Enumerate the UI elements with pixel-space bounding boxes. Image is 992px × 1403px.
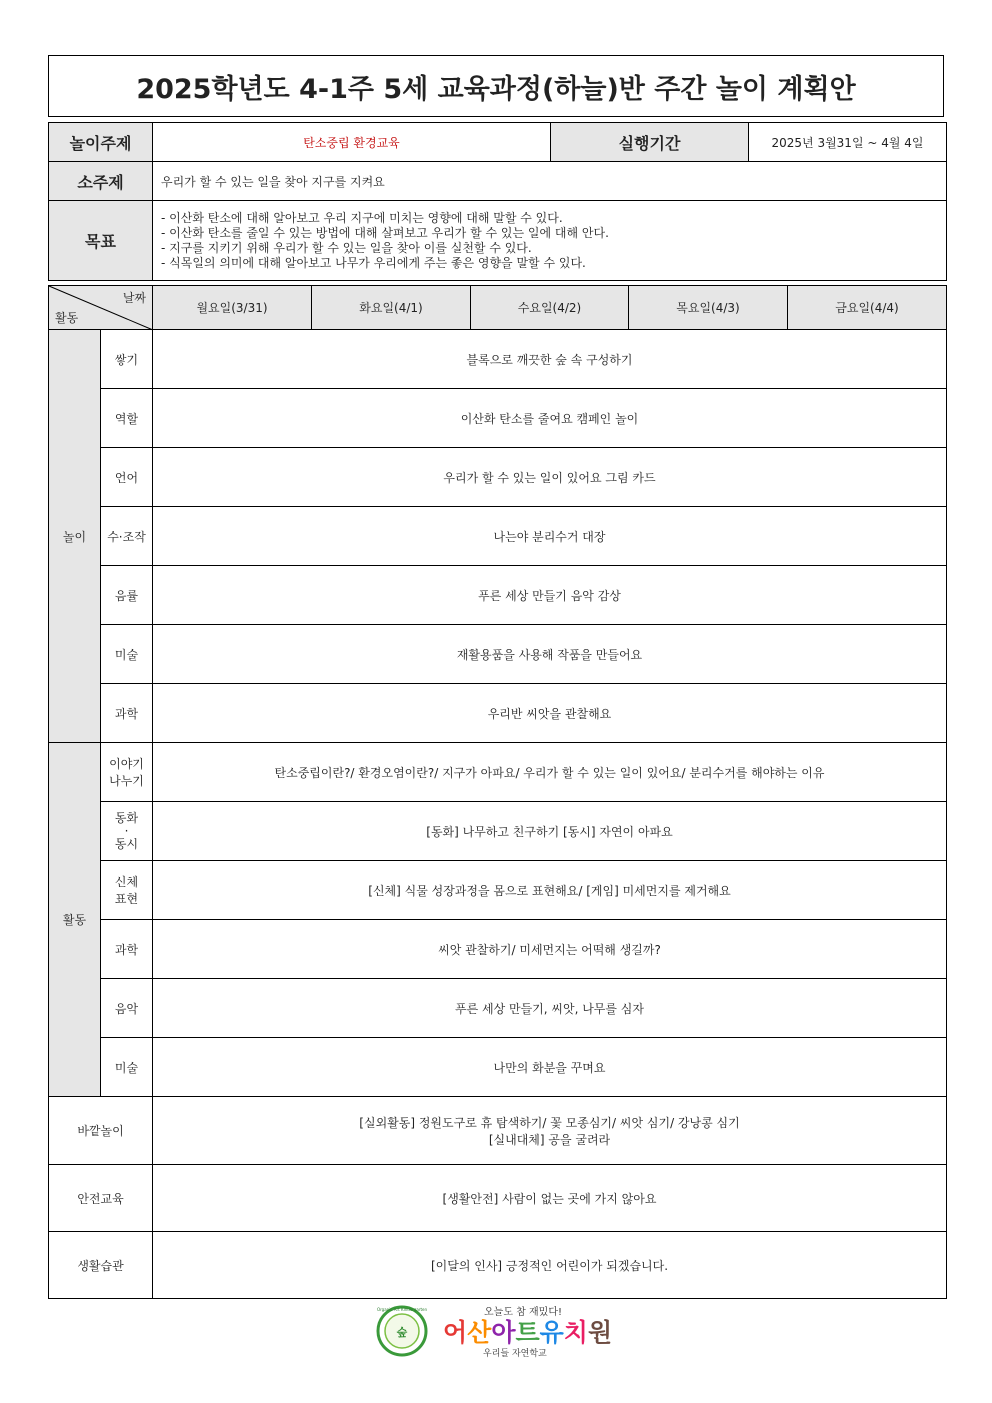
- activity-content: 푸른 세상 만들기, 씨앗, 나무를 심자: [153, 979, 947, 1038]
- page-title: 2025학년도 4-1주 5세 교육과정(하늘)반 주간 놀이 계획안: [48, 55, 944, 117]
- activity-area: [101, 743, 153, 802]
- play-content: 우리반 씨앗을 관찰해요: [153, 684, 947, 743]
- play-area: 미술: [101, 625, 153, 684]
- activity-group-label: 활동: [49, 743, 101, 1097]
- corner-date-label: 날짜: [122, 291, 146, 305]
- emblem-text: Organic Art Kindergarten: [376, 1307, 428, 1312]
- theme-value: 탄소중립 환경교육: [153, 123, 551, 162]
- play-content: 블록으로 깨끗한 숲 속 구성하기: [153, 330, 947, 389]
- play-content: 나는야 분리수거 대장: [153, 507, 947, 566]
- area-line: 과학: [114, 942, 139, 957]
- habit-content: [이달의 인사] 긍정적인 어린이가 되겠습니다.: [153, 1232, 947, 1299]
- area-line: ·: [124, 823, 129, 838]
- goal-list: [153, 201, 947, 281]
- activity-area: [101, 979, 153, 1038]
- activity-content: [신체] 식물 성장과정을 몸으로 표현해요/ [게임] 미세먼지를 제거해요: [153, 861, 947, 920]
- period-label: 실행기간: [551, 123, 749, 162]
- play-area: 과학: [101, 684, 153, 743]
- play-content: 재활용품을 사용해 작품을 만들어요: [153, 625, 947, 684]
- corner-activity-label: 활동: [55, 311, 79, 325]
- activity-area: [101, 920, 153, 979]
- goal-item: - 식목일의 의미에 대해 알아보고 나무가 우리에게 주는 좋은 영향을 말할 수 있다.: [161, 255, 586, 270]
- play-content: 우리가 할 수 있는 일이 있어요 그림 카드: [153, 448, 947, 507]
- activity-content: 씨앗 관찰하기/ 미세먼지는 어떡해 생길까?: [153, 920, 947, 979]
- activity-content: 탄소중립이란?/ 환경오염이란?/ 지구가 아파요/ 우리가 할 수 있는 일이 있어요/ 분리수거를 해야하는 이유: [153, 743, 947, 802]
- header-corner: [49, 286, 153, 330]
- activity-area: [101, 802, 153, 861]
- subtheme-value: 우리가 할 수 있는 일을 찾아 지구를 지켜요: [153, 162, 947, 201]
- info-table: [48, 122, 947, 281]
- goal-label: 목표: [49, 201, 153, 281]
- play-area: 수·조작: [101, 507, 153, 566]
- activity-content: 나만의 화분을 꾸며요: [153, 1038, 947, 1097]
- outdoor-line: [실내대체] 공을 굴려라: [488, 1132, 611, 1147]
- play-content: 이산화 탄소를 줄여요 캠페인 놀이: [153, 389, 947, 448]
- day-header: 목요일(4/3): [629, 286, 788, 330]
- play-content: 푸른 세상 만들기 음악 감상: [153, 566, 947, 625]
- activity-content: [동화] 나무하고 친구하기 [동시] 자연이 아파요: [153, 802, 947, 861]
- emblem-mark: 숲: [396, 1326, 408, 1339]
- safety-content: [생활안전] 사람이 없는 곳에 가지 않아요: [153, 1165, 947, 1232]
- kindergarten-logo: [375, 1302, 613, 1360]
- play-area: 쌓기: [101, 330, 153, 389]
- day-header: 화요일(4/1): [312, 286, 471, 330]
- logo-graphic: [375, 1302, 613, 1360]
- area-line: 나누기: [109, 774, 144, 788]
- goal-item: - 이산화 탄소를 줄일 수 있는 방법에 대해 살펴보고 우리가 할 수 있는 일에 대해 안다.: [161, 225, 609, 240]
- period-value: 2025년 3월31일 ~ 4월 4일: [749, 123, 947, 162]
- habit-label: 생활습관: [49, 1232, 153, 1299]
- schedule-table: [48, 285, 947, 1299]
- area-line: 신체: [114, 875, 139, 889]
- logo-sub-name: 우리들 자연학교: [483, 1349, 547, 1359]
- safety-label: 안전교육: [49, 1165, 153, 1232]
- area-line: 동화: [114, 810, 139, 825]
- goal-item: - 이산화 탄소에 대해 알아보고 우리 지구에 미치는 영향에 대해 말할 수 있다.: [161, 210, 563, 225]
- play-group-label: 놀이: [49, 330, 101, 743]
- day-header: 월요일(3/31): [153, 286, 312, 330]
- area-line: 음악: [114, 1001, 139, 1016]
- play-area: 역할: [101, 389, 153, 448]
- logo-slogan: 오늘도 참 재밌다!: [484, 1307, 562, 1318]
- outdoor-label: 바깥놀이: [49, 1097, 153, 1165]
- goal-item: - 지구를 지키기 위해 우리가 할 수 있는 일을 찾아 이를 실천할 수 있다.: [161, 240, 532, 255]
- activity-area: [101, 1038, 153, 1097]
- area-line: 동시: [114, 836, 139, 851]
- area-line: 이야기: [109, 757, 144, 771]
- logo-school-name: 어산아트유치원: [443, 1318, 613, 1347]
- activity-area: [101, 861, 153, 920]
- day-header: 금요일(4/4): [788, 286, 947, 330]
- play-area: 음률: [101, 566, 153, 625]
- day-header: 수요일(4/2): [471, 286, 629, 330]
- subtheme-label: 소주제: [49, 162, 153, 201]
- outdoor-content: [153, 1097, 947, 1165]
- theme-label: 놀이주제: [49, 123, 153, 162]
- area-line: 미술: [114, 1060, 139, 1075]
- area-line: 표현: [114, 892, 139, 906]
- play-area: 언어: [101, 448, 153, 507]
- outdoor-line: [실외활동] 정원도구로 휴 탐색하기/ 꽃 모종심기/ 씨앗 심기/ 강낭콩 심기: [359, 1115, 740, 1130]
